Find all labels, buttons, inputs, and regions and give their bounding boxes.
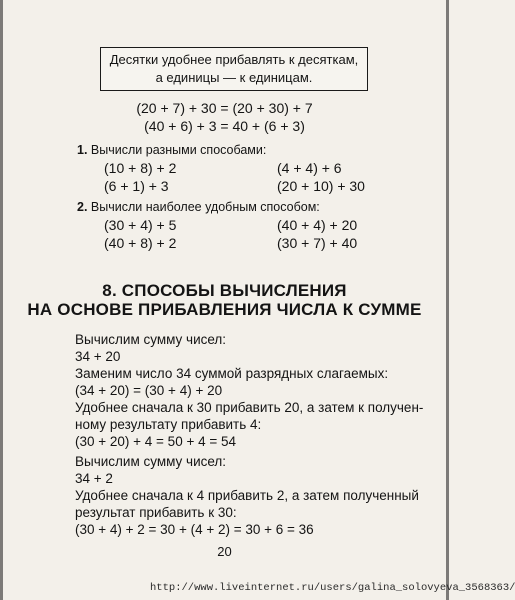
body-line-3: Заменим число 34 суммой разрядных слагаемых: bbox=[75, 366, 389, 381]
task-2-text: Вычисли наиболее удобным способом: bbox=[90, 200, 320, 214]
task-2-number: 2. bbox=[77, 200, 88, 214]
body-line-2: 34 + 20 bbox=[75, 349, 121, 364]
task-1-heading bbox=[77, 143, 266, 157]
body-line-4: (34 + 20) = (30 + 4) + 20 bbox=[75, 383, 223, 398]
task-2-expr-1: (30 + 4) + 5 bbox=[104, 217, 177, 233]
example-equation-2: (40 + 6) + 3 = 40 + (6 + 3) bbox=[144, 118, 305, 134]
task-1-expr-4: (20 + 10) + 30 bbox=[277, 178, 365, 194]
body-line-7: (30 + 20) + 4 = 50 + 4 = 54 bbox=[75, 434, 236, 449]
body-line-10: Удобнее сначала к 4 прибавить 2, а затем полученный bbox=[75, 488, 419, 503]
example-equation-1: (20 + 7) + 30 = (20 + 30) + 7 bbox=[136, 100, 313, 116]
body-line-5: Удобнее сначала к 30 прибавить 20, а затем к получен- bbox=[75, 400, 424, 415]
body-line-8: Вычислим сумму чисел: bbox=[75, 454, 227, 469]
body-line-11: результат прибавить к 30: bbox=[75, 505, 237, 520]
body-line-1: Вычислим сумму чисел: bbox=[75, 332, 227, 347]
task-2-expr-4: (30 + 7) + 40 bbox=[277, 235, 358, 251]
footer-url: http://www.liveinternet.ru/users/galina_solovyeva_3568363/ bbox=[150, 582, 515, 594]
rule-box bbox=[100, 47, 368, 91]
rule-line-1: Десятки удобнее прибавлять к десяткам, bbox=[109, 52, 359, 67]
body-line-6: ному результату прибавить 4: bbox=[75, 417, 262, 432]
task-1-expr-3: (6 + 1) + 3 bbox=[104, 178, 169, 194]
body-line-9: 34 + 2 bbox=[75, 471, 113, 486]
page-number: 20 bbox=[217, 544, 232, 559]
section-title-line-2: НА ОСНОВЕ ПРИБАВЛЕНИЯ ЧИСЛА К СУММЕ bbox=[27, 300, 422, 319]
task-1-number: 1. bbox=[77, 143, 88, 157]
task-2-expr-2: (40 + 4) + 20 bbox=[277, 217, 358, 233]
section-title-line-1: 8. СПОСОБЫ ВЫЧИСЛЕНИЯ bbox=[102, 281, 347, 300]
task-1-expr-2: (4 + 4) + 6 bbox=[277, 160, 342, 176]
body-line-12: (30 + 4) + 2 = 30 + (4 + 2) = 30 + 6 = 36 bbox=[75, 522, 314, 537]
task-1-expr-1: (10 + 8) + 2 bbox=[104, 160, 177, 176]
task-1-text: Вычисли разными способами: bbox=[90, 143, 267, 157]
task-2-expr-3: (40 + 8) + 2 bbox=[104, 235, 177, 251]
task-2-heading bbox=[77, 200, 320, 214]
rule-line-2: а единицы — к единицам. bbox=[155, 70, 313, 85]
